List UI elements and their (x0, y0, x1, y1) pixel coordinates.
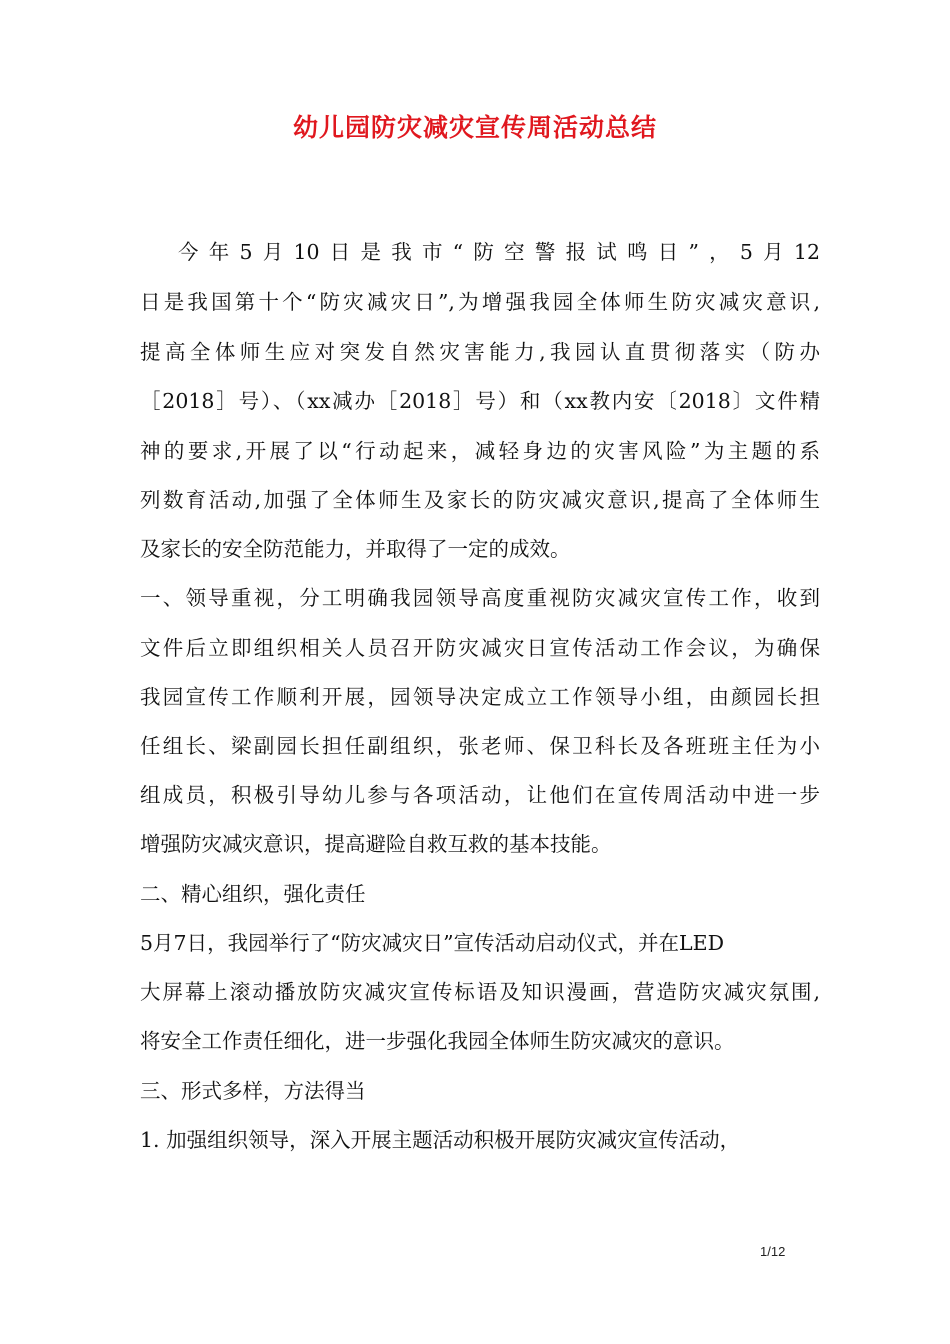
paragraph-line-10: 我园宣传工作顺利开展，园领导决定成立工作领导小组，由颜园长担 (140, 685, 820, 709)
paragraph-line-7: 及家长的安全防范能力，并取得了一定的成效。 (140, 537, 571, 561)
paragraph-line-2: 日是我国第十个“防灾减灾日”,为增强我园全体师生防灾减灾意识, (140, 290, 820, 314)
section-heading-3: 三、形式多样，方法得当 (140, 1079, 366, 1103)
paragraph-line-15: 5月7日，我园举行了“防灾减灾日”宣传活动启动仪式，并在LED (140, 931, 725, 955)
paragraph-line-16: 大屏幕上滚动播放防灾减灾宣传标语及知识漫画，营造防灾减灾氛围, (140, 980, 820, 1004)
paragraph-line-6: 列数育活动,加强了全体师生及家长的防灾减灾意识,提高了全体师生 (140, 488, 820, 512)
page-title: 幼儿园防灾减灾宣传周活动总结 (292, 113, 657, 142)
paragraph-line-3: 提高全体师生应对突发自然灾害能力,我园认直贯彻落实（防办 (140, 340, 820, 364)
paragraph-line-9: 文件后立即组织相关人员召开防灾减灾日宣传活动工作会议，为确保 (140, 636, 820, 660)
paragraph-line-1: 今年5月10日是我市“防空警报试鸣日”，5月12 (178, 240, 820, 264)
paragraph-line-13: 增强防灾减灾意识，提高避险自救互救的基本技能。 (140, 832, 612, 856)
paragraph-line-5: 神的要求,开展了以“行动起来，减轻身边的灾害风险”为主题的系 (140, 439, 820, 463)
paragraph-line-11: 任组长、梁副园长担任副组织，张老师、保卫科长及各班班主任为小 (140, 734, 820, 758)
section-heading-2: 二、精心组织，强化责任 (140, 882, 366, 906)
page-number: 1/12 (760, 1244, 786, 1259)
paragraph-line-12: 组成员，积极引导幼儿参与各项活动，让他们在宣传周活动中进一步 (140, 783, 820, 807)
paragraph-line-4: ［2018］号）、（xx减办［2018］号）和（xx教内安〔2018〕文件精 (140, 389, 820, 413)
paragraph-line-19: 1. 加强组织领导，深入开展主题活动积极开展防灾减灾宣传活动， (140, 1128, 741, 1152)
paragraph-line-8: 一、领导重视，分工明确我园领导高度重视防灾减灾宣传工作，收到 (140, 586, 820, 610)
paragraph-line-17: 将安全工作责任细化，进一步强化我园全体师生防灾减灾的意识。 (140, 1029, 735, 1053)
